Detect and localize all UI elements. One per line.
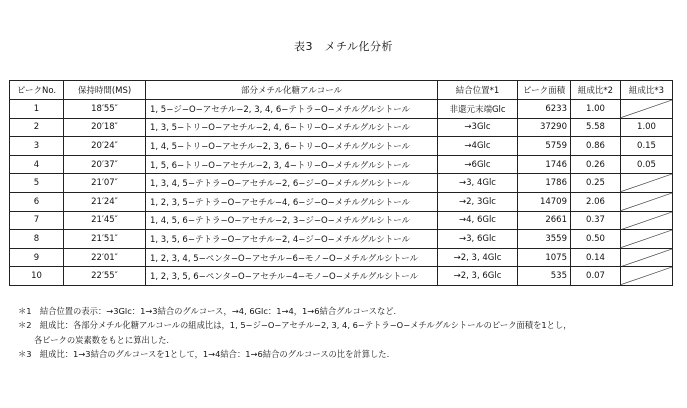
sugar-alcohol-cell: 1, 5−ジ−O−アセチル−2, 3, 4, 6−テトラ−O−メチルグルシトール xyxy=(146,100,438,119)
retention-time-cell: 21′24″ xyxy=(64,192,146,211)
linkage-position-cell: →6Glc xyxy=(438,155,518,174)
linkage-position-cell: →3, 4Glc xyxy=(438,174,518,193)
peak-area-cell: 3559 xyxy=(518,230,571,249)
ratio-3-cell: 0.15 xyxy=(621,137,673,156)
footnote-2-continued: 各ピークの炭素数をもとに算出した. xyxy=(34,334,170,345)
sugar-alcohol-cell: 1, 2, 3, 4, 5−ペンタ−O−アセチル−6−モノ−O−メチルグルシトール xyxy=(146,248,438,267)
methylation-table xyxy=(9,80,673,286)
table-row xyxy=(10,100,673,119)
peak-no-cell: 3 xyxy=(10,137,64,156)
table-title: 表3 メチル化分析 xyxy=(294,40,393,53)
retention-time-cell: 22′55″ xyxy=(64,267,146,286)
peak-no-cell: 4 xyxy=(10,155,64,174)
header-peak-area: ピーク面積 xyxy=(518,81,571,100)
table-row xyxy=(10,211,673,230)
ratio-2-cell: 0.26 xyxy=(571,155,621,174)
retention-time-cell: 18′55″ xyxy=(64,100,146,119)
ratio-3-cell: 1.00 xyxy=(621,118,673,137)
peak-area-cell: 2661 xyxy=(518,211,571,230)
table-header-row xyxy=(10,81,673,100)
ratio-2-cell: 0.50 xyxy=(571,230,621,249)
sugar-alcohol-cell: 1, 5, 6−トリ−O−アセチル−2, 3, 4−トリ−O−メチルグルシトール xyxy=(146,155,438,174)
footnote-3: ＊3 組成比：1→3結合のグルコースを1として，1→4結合：1→6結合のグルコースの比を計算した. xyxy=(18,349,390,360)
ratio-3-cell: 0.05 xyxy=(621,155,673,174)
empty-slash-cell xyxy=(621,248,673,267)
empty-slash-cell xyxy=(621,100,673,119)
peak-area-cell: 1786 xyxy=(518,174,571,193)
ratio-2-cell: 0.86 xyxy=(571,137,621,156)
table-row xyxy=(10,267,673,286)
table-row xyxy=(10,248,673,267)
peak-no-cell: 8 xyxy=(10,230,64,249)
peak-no-cell: 2 xyxy=(10,118,64,137)
ratio-2-cell: 0.37 xyxy=(571,211,621,230)
header-ratio-3: 組成比*3 xyxy=(621,81,673,100)
ratio-2-cell: 5.58 xyxy=(571,118,621,137)
ratio-2-cell: 1.00 xyxy=(571,100,621,119)
table-row xyxy=(10,118,673,137)
linkage-position-cell: 非還元末端Glc xyxy=(438,100,518,119)
header-ratio-2: 組成比*2 xyxy=(571,81,621,100)
ratio-2-cell: 0.14 xyxy=(571,248,621,267)
sugar-alcohol-cell: 1, 4, 5−トリ−O−アセチル−2, 3, 6−トリ−O−メチルグルシトール xyxy=(146,137,438,156)
empty-slash-cell xyxy=(621,267,673,286)
linkage-position-cell: →2, 3, 6Glc xyxy=(438,267,518,286)
empty-slash-cell xyxy=(621,211,673,230)
retention-time-cell: 20′37″ xyxy=(64,155,146,174)
linkage-position-cell: →3Glc xyxy=(438,118,518,137)
retention-time-cell: 22′01″ xyxy=(64,248,146,267)
header-retention-time: 保持時間(MS) xyxy=(64,81,146,100)
sugar-alcohol-cell: 1, 3, 5−トリ−O−アセチル−2, 4, 6−トリ−O−メチルグルシトール xyxy=(146,118,438,137)
linkage-position-cell: →4, 6Glc xyxy=(438,211,518,230)
table-row xyxy=(10,174,673,193)
linkage-position-cell: →4Glc xyxy=(438,137,518,156)
empty-slash-cell xyxy=(621,230,673,249)
footnotes xyxy=(18,304,572,362)
header-peak-no: ピークNo. xyxy=(10,81,64,100)
ratio-2-cell: 0.25 xyxy=(571,174,621,193)
sugar-alcohol-cell: 1, 3, 5, 6−テトラ−O−アセチル−2, 4−ジ−O−メチルグルシトール xyxy=(146,230,438,249)
peak-no-cell: 10 xyxy=(10,267,64,286)
ratio-2-cell: 2.06 xyxy=(571,192,621,211)
retention-time-cell: 21′45″ xyxy=(64,211,146,230)
retention-time-cell: 21′51″ xyxy=(64,230,146,249)
retention-time-cell: 20′18″ xyxy=(64,118,146,137)
linkage-position-cell: →2, 3, 4Glc xyxy=(438,248,518,267)
peak-area-cell: 37290 xyxy=(518,118,571,137)
peak-no-cell: 6 xyxy=(10,192,64,211)
empty-slash-cell xyxy=(621,174,673,193)
footnote-1: ＊1 結合位置の表示：→3Glc：1→3結合のグルコース，→4, 6Glc：1→4，1→6結合グルコースなど. xyxy=(18,306,397,316)
linkage-position-cell: →2, 3Glc xyxy=(438,192,518,211)
retention-time-cell: 20′24″ xyxy=(64,137,146,156)
peak-no-cell: 5 xyxy=(10,174,64,193)
retention-time-cell: 21′07″ xyxy=(64,174,146,193)
table-row xyxy=(10,137,673,156)
header-sugar-alcohol: 部分メチル化糖アルコール xyxy=(146,81,438,100)
sugar-alcohol-cell: 1, 4, 5, 6−テトラ−O−アセチル−2, 3−ジ−O−メチルグルシトール xyxy=(146,211,438,230)
peak-area-cell: 6233 xyxy=(518,100,571,119)
table-row xyxy=(10,230,673,249)
table-row xyxy=(10,192,673,211)
peak-area-cell: 1075 xyxy=(518,248,571,267)
header-linkage-position: 結合位置*1 xyxy=(438,81,518,100)
table-row xyxy=(10,155,673,174)
peak-area-cell: 535 xyxy=(518,267,571,286)
peak-area-cell: 5759 xyxy=(518,137,571,156)
peak-area-cell: 1746 xyxy=(518,155,571,174)
linkage-position-cell: →3, 6Glc xyxy=(438,230,518,249)
peak-no-cell: 7 xyxy=(10,211,64,230)
sugar-alcohol-cell: 1, 2, 3, 5−テトラ−O−アセチル−4, 6−ジ−O−メチルグルシトール xyxy=(146,192,438,211)
peak-no-cell: 1 xyxy=(10,100,64,119)
empty-slash-cell xyxy=(621,192,673,211)
peak-no-cell: 9 xyxy=(10,248,64,267)
ratio-2-cell: 0.07 xyxy=(571,267,621,286)
footnote-2: ＊2 組成比：各部分メチル化糖アルコールの組成比は，1, 5−ジ−O−アセチル−2, 3, 4, 6−テトラ−O−メチルグルシトールのピーク面積を1とし， xyxy=(18,320,572,331)
sugar-alcohol-cell: 1, 3, 4, 5−テトラ−O−アセチル−2, 6−ジ−O−メチルグルシトール xyxy=(146,174,438,193)
peak-area-cell: 14709 xyxy=(518,192,571,211)
sugar-alcohol-cell: 1, 2, 3, 5, 6−ペンタ−O−アセチル−4−モノ−O−メチルグルシトール xyxy=(146,267,438,286)
